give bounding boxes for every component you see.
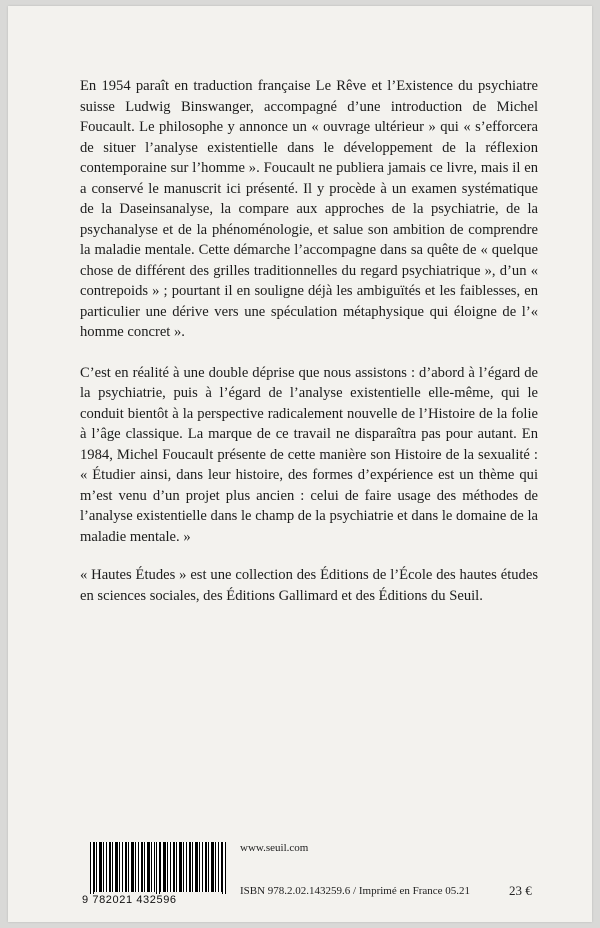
price: 23 € — [509, 883, 532, 898]
barcode-guard-right — [222, 842, 226, 898]
publisher-website: www.seuil.com — [240, 842, 309, 854]
isbn-barcode — [82, 842, 232, 904]
barcode-digits: 9 782021 432596 — [82, 894, 232, 906]
collection-note: « Hautes Études » est une collection des Éditions de l’École des hautes études en sciences sociales, des Éditions Gallimard et des Éditions du Seuil. — [80, 567, 538, 604]
blurb-paragraph-2: C’est en réalité à une double déprise que nous assistons : d’abord à l’égard de la psychiatrie, puis à l’égard de l’analyse existentielle elle-même, qui le conduit bientôt à la perspective radicalement nouvelle de l’Histoire de la folie à l’âge classique. La marque de ce travail ne disparaîtra pas pour autant. En 1984, Michel Foucault présente de cette manière son Histoire de la sexualité : « Étudier ainsi, dans leur histoire, des formes d’expérience est un thème qui m’est venu d’un projet plus ancien : celui de faire usage des méthodes de l’analyse existentielle dans le champ de la psychiatrie et dans le domaine de la maladie mentale. » — [80, 364, 538, 545]
isbn-line: ISBN 978.2.02.143259.6 / Imprimé en France 05.21 — [240, 885, 471, 897]
blurb-text — [80, 76, 538, 606]
barcode-guard-left — [90, 842, 94, 898]
back-cover — [8, 6, 592, 922]
barcode-guard-middle — [156, 842, 160, 898]
blurb-paragraph-1: En 1954 paraît en traduction française Le Rêve et l’Existence du psychiatre suisse Ludwig Binswanger, accompagné d’une introduction de Michel Foucault. Le philosophe y annonce un « ouvrage ultérieur » qui « s’efforcera de situer l’analyse existentielle dans le développement de la réflexion contemporaine sur l’homme ». Foucault ne publiera jamais ce livre, mais il en a conservé le manuscrit ici présenté. Il y procède à un examen systématique de la Daseinsanalyse, la compare aux approches de la psychiatrie, de la psychanalyse et de la phénoménologie, et salue son ambition de comprendre la maladie mentale. Cette démarche l’accompagne dans sa quête de « quelque chose de différent des grilles traditionnelles du regard psychiatrique », d’un « contrepoids » ; pourtant il en souligne déjà les ambiguïtés et les faiblesses, en particulier une dérive vers une spéculation métaphysique qui éloigne de l’« homme concret ». — [80, 78, 538, 340]
